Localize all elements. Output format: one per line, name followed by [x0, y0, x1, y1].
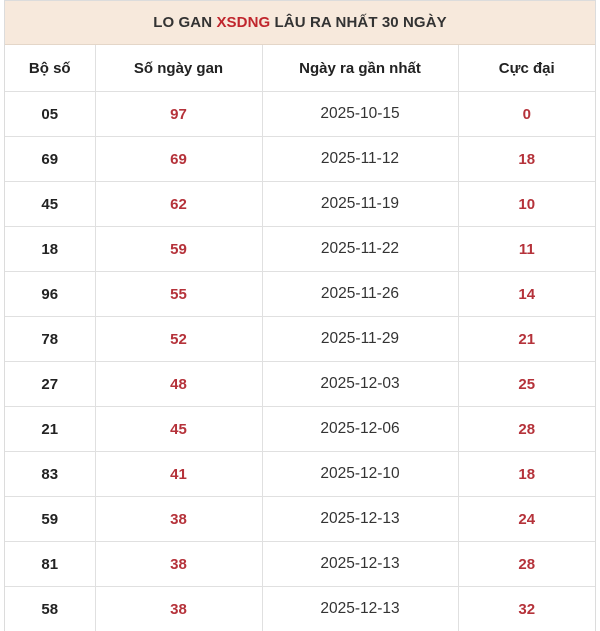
so-ngay-gan-cell: 38	[95, 497, 262, 542]
so-ngay-gan-cell: 52	[95, 317, 262, 362]
table-row	[5, 362, 595, 407]
so-ngay-gan-cell: 62	[95, 182, 262, 227]
ngay-ra-cell: 2025-12-03	[262, 362, 458, 407]
so-ngay-gan-cell: 41	[95, 452, 262, 497]
bo-so-cell: 81	[5, 542, 95, 587]
cuc-dai-cell: 21	[458, 317, 595, 362]
bo-so-cell: 58	[5, 587, 95, 631]
lo-gan-table	[5, 45, 595, 631]
header-row	[5, 45, 595, 92]
ngay-ra-cell: 2025-11-29	[262, 317, 458, 362]
bo-so-cell: 45	[5, 182, 95, 227]
table-row	[5, 227, 595, 272]
cuc-dai-cell: 25	[458, 362, 595, 407]
table-row	[5, 542, 595, 587]
so-ngay-gan-cell: 38	[95, 587, 262, 631]
title-highlight: XSDNG	[216, 14, 271, 31]
bo-so-cell: 83	[5, 452, 95, 497]
cuc-dai-cell: 0	[458, 92, 595, 137]
so-ngay-gan-cell: 69	[95, 137, 262, 182]
table-header	[5, 45, 595, 92]
ngay-ra-cell: 2025-12-13	[262, 497, 458, 542]
ngay-ra-cell: 2025-11-12	[262, 137, 458, 182]
column-header-cuc-dai: Cực đại	[458, 45, 595, 92]
table-row	[5, 272, 595, 317]
column-header-so-ngay-gan: Số ngày gan	[95, 45, 262, 92]
ngay-ra-cell: 2025-10-15	[262, 92, 458, 137]
cuc-dai-cell: 18	[458, 137, 595, 182]
cuc-dai-cell: 28	[458, 542, 595, 587]
title-suffix: LÂU RA NHẤT 30 NGÀY	[270, 14, 447, 31]
bo-so-cell: 27	[5, 362, 95, 407]
table-row	[5, 182, 595, 227]
ngay-ra-cell: 2025-11-19	[262, 182, 458, 227]
table-row	[5, 407, 595, 452]
ngay-ra-cell: 2025-12-10	[262, 452, 458, 497]
title-prefix: LO GAN	[153, 14, 217, 31]
so-ngay-gan-cell: 55	[95, 272, 262, 317]
so-ngay-gan-cell: 45	[95, 407, 262, 452]
so-ngay-gan-cell: 38	[95, 542, 262, 587]
bo-so-cell: 69	[5, 137, 95, 182]
bo-so-cell: 96	[5, 272, 95, 317]
cuc-dai-cell: 14	[458, 272, 595, 317]
column-header-ngay-ra: Ngày ra gần nhất	[262, 45, 458, 92]
table-row	[5, 137, 595, 182]
so-ngay-gan-cell: 97	[95, 92, 262, 137]
ngay-ra-cell: 2025-12-13	[262, 587, 458, 631]
cuc-dai-cell: 11	[458, 227, 595, 272]
bo-so-cell: 78	[5, 317, 95, 362]
table-row	[5, 452, 595, 497]
so-ngay-gan-cell: 59	[95, 227, 262, 272]
column-header-bo-so: Bộ số	[5, 45, 95, 92]
cuc-dai-cell: 24	[458, 497, 595, 542]
cuc-dai-cell: 18	[458, 452, 595, 497]
table-body	[5, 92, 595, 631]
ngay-ra-cell: 2025-11-26	[262, 272, 458, 317]
cuc-dai-cell: 28	[458, 407, 595, 452]
bo-so-cell: 21	[5, 407, 95, 452]
bo-so-cell: 18	[5, 227, 95, 272]
table-row	[5, 92, 595, 137]
table-row	[5, 497, 595, 542]
bo-so-cell: 05	[5, 92, 95, 137]
ngay-ra-cell: 2025-11-22	[262, 227, 458, 272]
cuc-dai-cell: 32	[458, 587, 595, 631]
table-row	[5, 587, 595, 631]
lo-gan-panel	[4, 0, 596, 631]
bo-so-cell: 59	[5, 497, 95, 542]
table-row	[5, 317, 595, 362]
ngay-ra-cell: 2025-12-06	[262, 407, 458, 452]
so-ngay-gan-cell: 48	[95, 362, 262, 407]
ngay-ra-cell: 2025-12-13	[262, 542, 458, 587]
table-title	[5, 1, 595, 45]
cuc-dai-cell: 10	[458, 182, 595, 227]
